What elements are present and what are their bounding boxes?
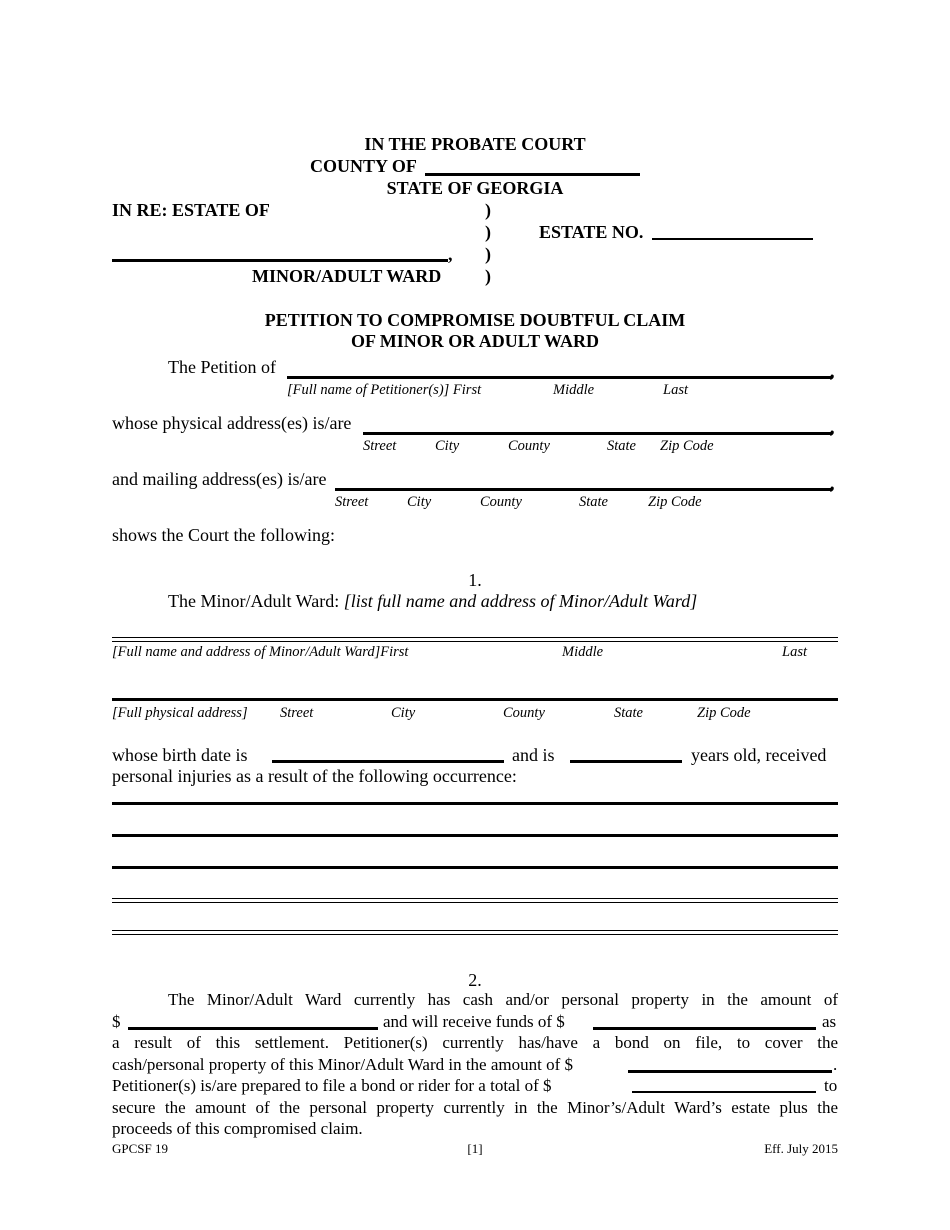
county-field[interactable] — [425, 173, 640, 176]
field-label: City — [407, 494, 432, 510]
section2-line-6: secure the amount of the personal property currently in the Minor’s/Adult Ward’s estate plus the — [112, 1098, 838, 1117]
ward-full-name-field[interactable] — [112, 637, 838, 642]
field-label: Middle — [562, 644, 604, 660]
age-label: and is — [512, 745, 555, 765]
estate-no-label: ESTATE NO. — [539, 222, 644, 242]
page-number: [1] — [467, 1141, 483, 1156]
caption-paren: ) — [485, 244, 491, 264]
ward-label: MINOR/ADULT WARD — [252, 266, 442, 286]
field-label: [Full physical address] — [112, 705, 248, 721]
section1-intro — [168, 590, 697, 612]
field-label: [Full name and address of Minor/Adult Ward]First — [112, 644, 409, 660]
petitioner-name-field[interactable] — [287, 376, 832, 379]
section1-intro-text: The Minor/Adult Ward: — [168, 591, 340, 611]
period: . — [833, 1055, 838, 1074]
mailing-address-label: and mailing address(es) is/are — [112, 469, 327, 489]
mailing-address-field[interactable] — [335, 488, 832, 491]
comma: , — [448, 244, 453, 264]
field-label: Last — [663, 382, 688, 398]
comma: , — [830, 473, 835, 493]
occurrence-line-3[interactable] — [112, 866, 838, 869]
caption-paren: ) — [485, 200, 491, 220]
section2-line-3: a result of this settlement. Petitioner(s) currently has/have a bond on file, to cover the — [112, 1033, 838, 1052]
effective-date: Eff. July 2015 — [764, 1141, 838, 1156]
field-label: County — [480, 494, 522, 510]
field-label: County — [508, 438, 550, 454]
bond-amount-field[interactable] — [628, 1070, 832, 1073]
occurrence-line-1[interactable] — [112, 802, 838, 805]
field-label: State — [614, 705, 643, 721]
court-title: IN THE PROBATE COURT — [364, 134, 586, 154]
occurrence-line-5[interactable] — [112, 930, 838, 935]
ward-name-field[interactable] — [112, 259, 448, 262]
field-label: State — [579, 494, 608, 510]
section-number: 2. — [468, 970, 482, 990]
section2-line-7: proceeds of this compromised claim. — [112, 1119, 363, 1138]
field-label: Last — [782, 644, 807, 660]
section1-intro-instruction: [list full name and address of Minor/Adult Ward] — [343, 591, 698, 611]
field-label: Street — [335, 494, 369, 510]
field-label: City — [391, 705, 416, 721]
field-label: City — [435, 438, 460, 454]
document-title-2: OF MINOR OR ADULT WARD — [350, 331, 600, 351]
rider-total-label: Petitioner(s) is/are prepared to file a bond or rider for a total of $ — [112, 1076, 552, 1095]
age-field[interactable] — [570, 760, 682, 763]
settlement-amount-field[interactable] — [593, 1027, 816, 1030]
field-label: Street — [280, 705, 314, 721]
physical-address-label: whose physical address(es) is/are — [112, 413, 352, 433]
field-label: Zip Code — [648, 494, 702, 510]
document-title: PETITION TO COMPROMISE DOUBTFUL CLAIM — [264, 310, 686, 330]
birth-date-field[interactable] — [272, 760, 504, 763]
dollar-sign: $ — [112, 1012, 121, 1031]
to-text: to — [824, 1076, 838, 1095]
petition-of-label: The Petition of — [168, 357, 276, 377]
occurrence-line-2[interactable] — [112, 834, 838, 837]
birth-date-label: whose birth date is — [112, 745, 248, 765]
in-re-label: IN RE: ESTATE OF — [112, 200, 270, 220]
rider-total-field[interactable] — [632, 1091, 816, 1093]
county-label: COUNTY OF — [310, 156, 417, 176]
physical-address-field[interactable] — [363, 432, 832, 435]
form-number: GPCSF 19 — [112, 1141, 168, 1156]
shows-text: shows the Court the following: — [112, 525, 335, 545]
field-label: Zip Code — [697, 705, 751, 721]
bond-amount-label: cash/personal property of this Minor/Adult Ward in the amount of $ — [112, 1055, 574, 1074]
comma: , — [830, 417, 835, 437]
years-old-text: years old, received — [691, 745, 827, 765]
field-label: Zip Code — [660, 438, 714, 454]
section-number: 1. — [468, 570, 482, 590]
caption-paren: ) — [485, 222, 491, 242]
field-label: State — [607, 438, 636, 454]
settlement-funds-label: and will receive funds of $ — [383, 1012, 565, 1031]
field-label: Middle — [553, 382, 595, 398]
section2-line-1: The Minor/Adult Ward currently has cash and/or personal property in the amount of — [168, 990, 838, 1009]
as-text: as — [822, 1012, 837, 1031]
field-label: County — [503, 705, 545, 721]
estate-no-field[interactable] — [652, 238, 813, 240]
occurrence-line-4[interactable] — [112, 898, 838, 903]
field-label: [Full name of Petitioner(s)] First — [287, 382, 482, 398]
current-amount-field[interactable] — [128, 1027, 378, 1030]
field-label: Street — [363, 438, 397, 454]
ward-physical-address-field[interactable] — [112, 698, 838, 701]
comma: , — [830, 361, 835, 381]
caption-paren: ) — [485, 266, 491, 286]
injuries-text: personal injuries as a result of the following occurrence: — [112, 766, 517, 786]
state-title: STATE OF GEORGIA — [386, 178, 564, 198]
